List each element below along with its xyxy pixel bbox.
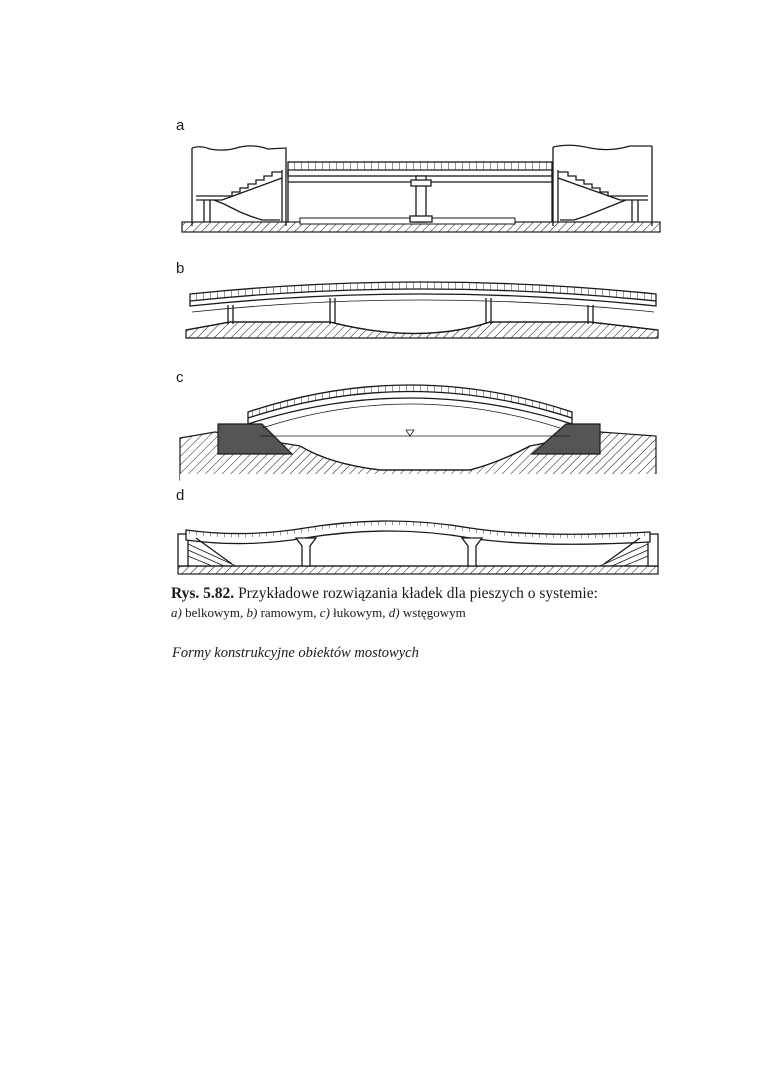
panel-label-a: a <box>176 117 185 134</box>
panel-label-c: c <box>176 369 184 386</box>
ribbon-support-1 <box>296 538 316 566</box>
ribbon-support-2 <box>462 538 482 566</box>
panel-label-d: d <box>176 487 185 504</box>
caption-number: Rys. 5.82. <box>171 585 235 602</box>
beam-footbridge-drawing <box>182 145 660 232</box>
caption-item-letter: b) <box>246 605 258 620</box>
caption-title: Przykładowe rozwiązania kładek dla pieszych o systemie: <box>234 585 598 602</box>
ground-b <box>186 322 658 338</box>
caption-item-letter: c) <box>319 605 330 620</box>
panel-label-b: b <box>176 260 185 277</box>
ground-d <box>178 566 658 574</box>
caption-item-text: wstęgowym <box>399 605 466 620</box>
right-abutment <box>532 424 600 454</box>
left-abutment <box>218 424 292 454</box>
caption-items <box>171 603 671 622</box>
left-stairs <box>222 172 282 196</box>
caption-item-text: łukowym, <box>329 605 389 620</box>
caption-item-text: belkowym, <box>181 605 247 620</box>
left-building <box>192 146 286 226</box>
caption-item-letter: d) <box>388 605 400 620</box>
arch-footbridge-drawing <box>180 385 660 484</box>
right-building <box>553 145 652 226</box>
right-stairs <box>558 172 620 196</box>
frame-footbridge-drawing <box>186 282 658 338</box>
ribbon-footbridge-drawing <box>178 521 658 574</box>
caption-item-letter: a) <box>171 605 182 620</box>
figure-caption <box>171 584 671 622</box>
section-title: Formy konstrukcyjne obiektów mostowych <box>172 645 419 661</box>
caption-item-text: ramowym, <box>257 605 320 620</box>
